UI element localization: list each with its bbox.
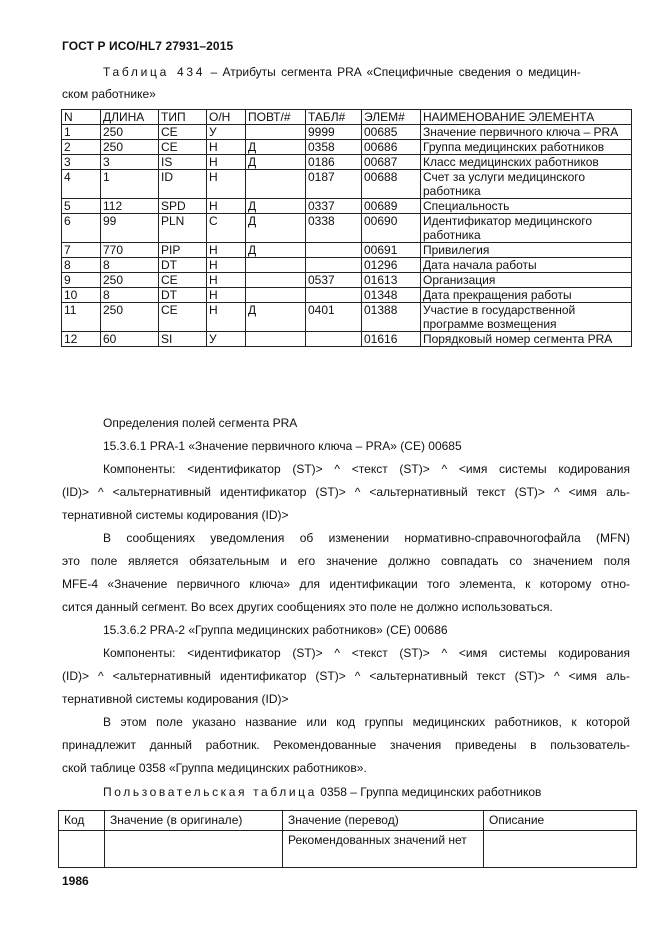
paragraph-line: В сообщениях уведомления об изменении нормативно-справочногофайла (MFN) [103, 531, 630, 545]
table-cell [306, 288, 362, 303]
table-row [62, 140, 632, 155]
table-cell: 00685 [362, 125, 421, 140]
table-cell: Н [207, 273, 246, 288]
table-cell: 0187 [306, 170, 362, 199]
table-cell: DT [159, 258, 207, 273]
section-title: 15.3.6.1 PRA-1 «Значение первичного ключа – PRA» (CE) 00685 [103, 439, 462, 453]
table-cell: 01388 [362, 303, 421, 332]
table-cell: Д [246, 214, 306, 243]
table-cell: 3 [101, 155, 159, 170]
table-header-row [62, 110, 632, 125]
table-row [62, 332, 632, 347]
table-cell: Дата начала работы [421, 258, 632, 273]
table-cell: 1 [62, 125, 101, 140]
table-cell: Н [207, 170, 246, 199]
paragraph-line: Компоненты: <идентификатор (ST)> ^ <текст (ST)> ^ <имя системы кодирования [103, 646, 630, 660]
paragraph-line: В этом поле указано название или код группы медицинских работников, к которой [103, 715, 630, 729]
table-cell: Участие в государственной программе возмещения [421, 303, 632, 332]
table-cell: Идентификатор медицинского работника [421, 214, 632, 243]
table-header-cell: ЭЛЕМ# [362, 110, 421, 125]
user-table-header-cell: Код [59, 811, 105, 831]
user-table-cell: Рекомендованных значений нет [283, 831, 484, 868]
table-cell: Н [207, 303, 246, 332]
table-cell: CE [159, 125, 207, 140]
table-cell: 60 [101, 332, 159, 347]
table-cell: Н [207, 140, 246, 155]
table-cell: Дата прекращения работы [421, 288, 632, 303]
table-row [62, 199, 632, 214]
table-row [62, 258, 632, 273]
table-row [62, 170, 632, 199]
table-cell [246, 125, 306, 140]
table-cell: 9999 [306, 125, 362, 140]
paragraph-line: Компоненты: <идентификатор (ST)> ^ <текст (ST)> ^ <имя системы кодирования [103, 462, 630, 476]
table-cell: 5 [62, 199, 101, 214]
table-cell [246, 258, 306, 273]
table-cell: 00688 [362, 170, 421, 199]
table-header-cell: НАИМЕНОВАНИЕ ЭЛЕМЕНТА [421, 110, 632, 125]
table-header-cell: О/Н [207, 110, 246, 125]
table-header-cell: ДЛИНА [101, 110, 159, 125]
table-cell: 250 [101, 273, 159, 288]
table-cell: IS [159, 155, 207, 170]
table-cell: 12 [62, 332, 101, 347]
table-cell: Группа медицинских работников [421, 140, 632, 155]
table-cell: 00686 [362, 140, 421, 155]
table-cell [246, 288, 306, 303]
user-table-header-cell: Значение (перевод) [283, 811, 484, 831]
table-cell: 11 [62, 303, 101, 332]
table-cell: 0186 [306, 155, 362, 170]
table-cell: Организация [421, 273, 632, 288]
table-header-cell: ПОВТ/# [246, 110, 306, 125]
table-cell: 01348 [362, 288, 421, 303]
user-table [58, 810, 637, 868]
table-cell: Д [246, 303, 306, 332]
paragraph-line: тернативной системы кодирования (ID)> [62, 508, 289, 522]
table-cell: Д [246, 199, 306, 214]
table-cell: 250 [101, 140, 159, 155]
table-cell: 8 [101, 288, 159, 303]
attributes-table [61, 109, 632, 347]
table-cell: Д [246, 243, 306, 258]
table-caption-text: – Атрибуты сегмента PRA «Специфичные сведения о медицин- [210, 65, 581, 79]
table-cell: PIP [159, 243, 207, 258]
table-cell: Класс медицинских работников [421, 155, 632, 170]
table-cell: 8 [62, 258, 101, 273]
table-cell: CE [159, 303, 207, 332]
table-cell [246, 170, 306, 199]
table-cell: 1 [101, 170, 159, 199]
table-cell: 99 [101, 214, 159, 243]
paragraph-line: ской таблице 0358 «Группа медицинских работников». [62, 761, 367, 775]
table-cell: Н [207, 243, 246, 258]
table-cell [246, 273, 306, 288]
table-cell: У [207, 332, 246, 347]
user-table-row [59, 831, 637, 868]
user-table-caption [103, 786, 541, 798]
user-table-header-cell: Описание [484, 811, 637, 831]
table-row [62, 273, 632, 288]
table-cell: PLN [159, 214, 207, 243]
table-cell: 7 [62, 243, 101, 258]
paragraph-line: тернативной системы кодирования (ID)> [62, 692, 289, 706]
table-cell [306, 332, 362, 347]
table-row [62, 125, 632, 140]
table-cell: 250 [101, 303, 159, 332]
table-caption [103, 66, 581, 78]
table-cell: 01296 [362, 258, 421, 273]
table-caption-continuation: ском работнике» [62, 87, 156, 101]
table-cell: SI [159, 332, 207, 347]
table-cell: 112 [101, 199, 159, 214]
table-cell: Специальность [421, 199, 632, 214]
table-header-cell: N [62, 110, 101, 125]
table-caption-label: Таблица 434 [103, 65, 206, 79]
table-row [62, 243, 632, 258]
table-cell: Д [246, 140, 306, 155]
paragraph-line: принадлежит данный работник. Рекомендованные значения приведены в пользователь- [62, 738, 630, 752]
user-table-cell [105, 831, 283, 868]
table-cell [306, 243, 362, 258]
table-cell: 0358 [306, 140, 362, 155]
table-cell: Счет за услуги медицинского работника [421, 170, 632, 199]
table-header-cell: ТАБЛ# [306, 110, 362, 125]
table-cell: 4 [62, 170, 101, 199]
page-number: 1986 [62, 874, 89, 888]
table-cell: CE [159, 140, 207, 155]
table-cell: 2 [62, 140, 101, 155]
table-row [62, 155, 632, 170]
table-cell: 770 [101, 243, 159, 258]
paragraph-line: сится данный сегмент. Во всех других сообщениях это поле не должно использоваться. [62, 600, 553, 614]
section-title: 15.3.6.2 PRA-2 «Группа медицинских работников» (CE) 00686 [103, 623, 448, 637]
table-cell: 00691 [362, 243, 421, 258]
paragraph-line: MFE-4 «Значение первичного ключа» для идентификации того элемента, к которому отно- [62, 577, 630, 591]
table-cell: Н [207, 258, 246, 273]
table-cell: 6 [62, 214, 101, 243]
table-cell: 01613 [362, 273, 421, 288]
table-cell: 9 [62, 273, 101, 288]
table-cell: 250 [101, 125, 159, 140]
table-cell: Значение первичного ключа – PRA [421, 125, 632, 140]
table-row [62, 288, 632, 303]
user-table-cell [484, 831, 637, 868]
table-cell: 00687 [362, 155, 421, 170]
table-cell: ID [159, 170, 207, 199]
paragraph-line: это поле является обязательным и его значение должно совпадать со значением поля [62, 554, 630, 568]
user-table-header-row [59, 811, 637, 831]
table-cell: Д [246, 155, 306, 170]
table-header-cell: ТИП [159, 110, 207, 125]
table-cell: 01616 [362, 332, 421, 347]
table-cell: 3 [62, 155, 101, 170]
table-cell: 10 [62, 288, 101, 303]
table-cell: Привилегия [421, 243, 632, 258]
table-cell: 0401 [306, 303, 362, 332]
table-cell: 0537 [306, 273, 362, 288]
table-cell: Порядковый номер сегмента PRA [421, 332, 632, 347]
table-cell: SPD [159, 199, 207, 214]
table-cell: CE [159, 273, 207, 288]
user-table-header-cell: Значение (в оригинале) [105, 811, 283, 831]
table-row [62, 303, 632, 332]
table-cell: С [207, 214, 246, 243]
user-table-caption-text: 0358 – Группа медицинских работников [320, 785, 542, 799]
table-cell: DT [159, 288, 207, 303]
table-cell: 00690 [362, 214, 421, 243]
paragraph-line: (ID)> ^ <альтернативный идентификатор (ST)> ^ <альтернативный текст (ST)> ^ <имя аль- [62, 485, 630, 499]
table-cell: Н [207, 155, 246, 170]
paragraph-line: (ID)> ^ <альтернативный идентификатор (ST)> ^ <альтернативный текст (ST)> ^ <имя аль- [62, 669, 630, 683]
table-cell: 0338 [306, 214, 362, 243]
table-cell [306, 258, 362, 273]
table-cell: Н [207, 199, 246, 214]
table-cell: У [207, 125, 246, 140]
user-table-cell [59, 831, 105, 868]
document-header: ГОСТ Р ИСО/HL7 27931–2015 [62, 39, 234, 53]
table-row [62, 214, 632, 243]
user-table-caption-label: Пользовательская таблица [103, 785, 317, 799]
body-text [62, 412, 630, 780]
table-cell [246, 332, 306, 347]
table-cell: 8 [101, 258, 159, 273]
section-definitions-title: Определения полей сегмента PRA [103, 416, 298, 430]
table-cell: 0337 [306, 199, 362, 214]
table-cell: Н [207, 288, 246, 303]
table-cell: 00689 [362, 199, 421, 214]
